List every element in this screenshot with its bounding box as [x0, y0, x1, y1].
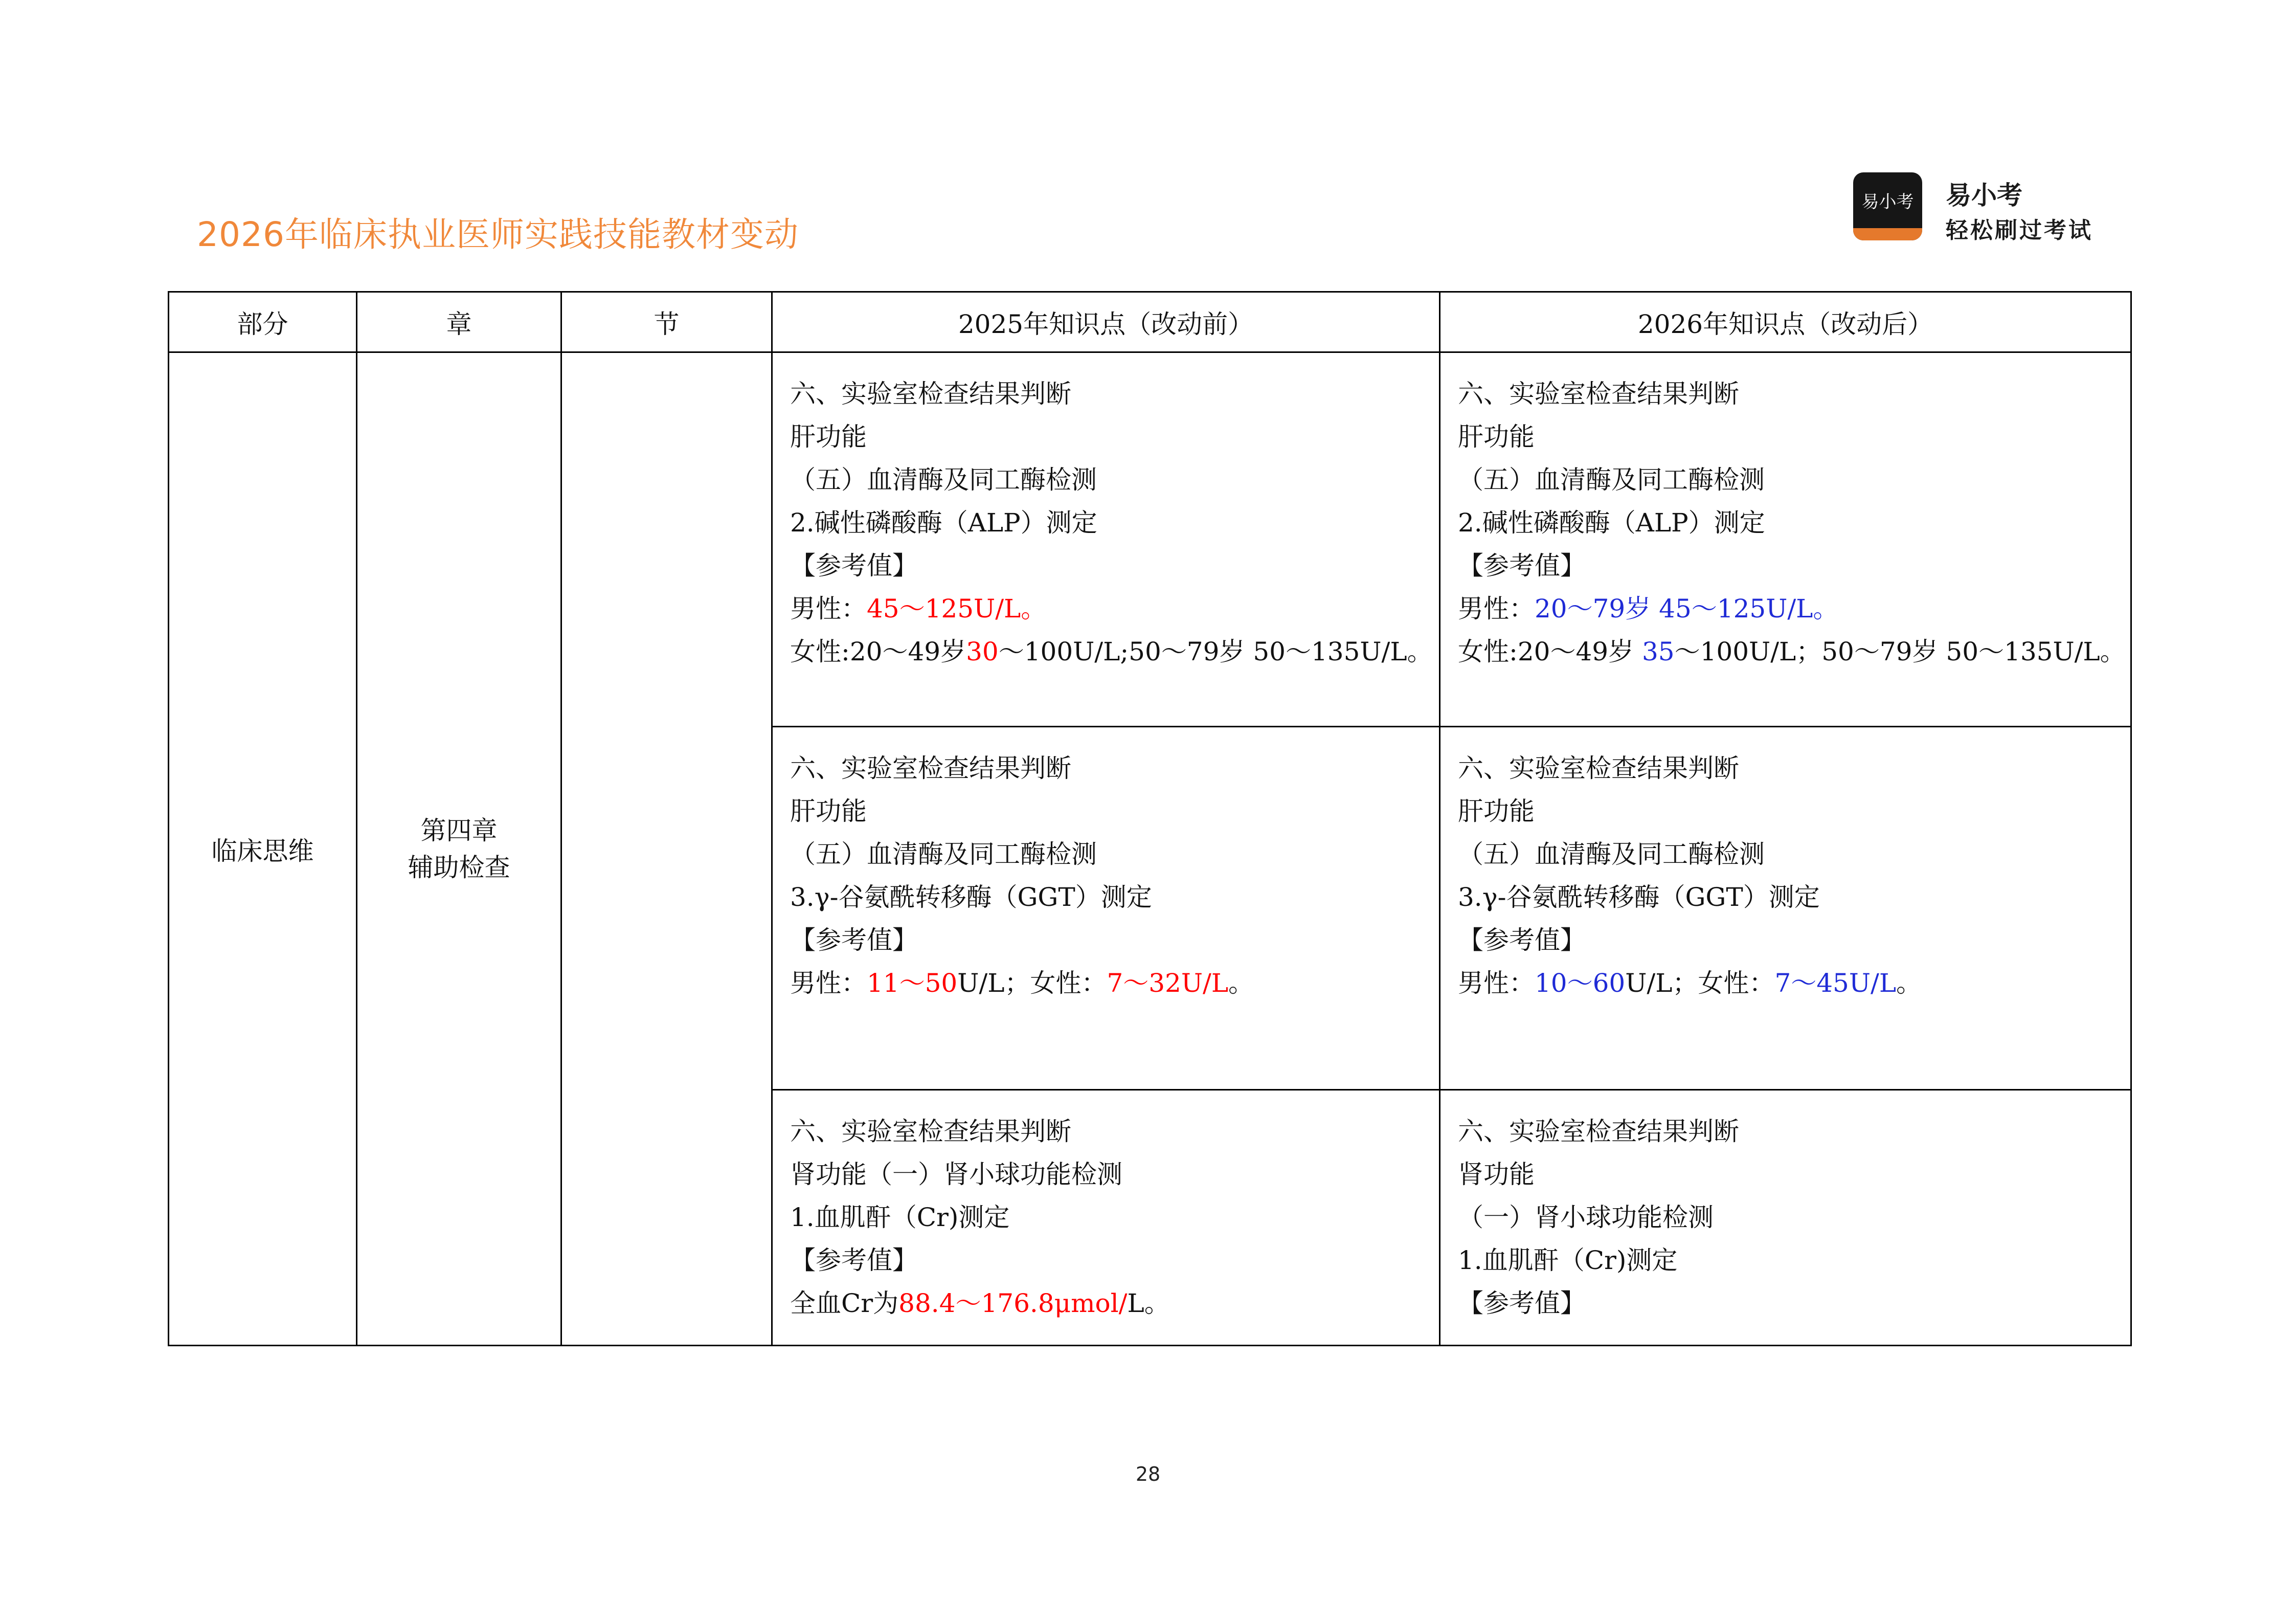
header-new: 2026年知识点（改动后）	[1440, 292, 2131, 352]
header-chapter: 章	[357, 292, 561, 352]
part-text: 临床思维	[211, 836, 314, 866]
new-line: （一）肾小球功能检测	[1458, 1203, 1714, 1232]
old-line: （五）血清酶及同工酶检测	[790, 839, 1097, 869]
changed-value: 11～50	[867, 968, 958, 998]
new-line: 2.碱性磷酸酶（ALP）测定	[1458, 508, 1765, 538]
old-line: 六、实验室检查结果判断	[790, 1117, 1071, 1146]
changed-value: 7～32U/L	[1107, 968, 1229, 998]
chapter-title: 辅助检查	[408, 852, 510, 882]
new-cell	[1440, 727, 2131, 1090]
new-line: 六、实验室检查结果判断	[1458, 1117, 1739, 1146]
old-line: 肝功能	[790, 422, 867, 452]
chapter-cell	[357, 352, 561, 1346]
new-line: （五）血清酶及同工酶检测	[1458, 465, 1765, 495]
new-line: 肝功能	[1458, 796, 1535, 826]
old-line: 全血Cr为88.4～176.8μmol/L。	[790, 1288, 1170, 1318]
header-old: 2025年知识点（改动前）	[772, 292, 1440, 352]
new-line: 肝功能	[1458, 422, 1535, 452]
old-line: 肝功能	[790, 796, 867, 826]
new-line: 男性：20～79岁 45～125U/L。	[1458, 594, 1839, 624]
page-number: 28	[1135, 1463, 1161, 1485]
header-section: 节	[561, 292, 772, 352]
old-line: 【参考值】	[790, 551, 918, 581]
old-line: 女性:20～49岁30～100U/L;50～79岁 50～135U/L。	[790, 637, 1433, 666]
old-line: 男性：45～125U/L。	[790, 594, 1047, 624]
new-line: 六、实验室检查结果判断	[1458, 379, 1739, 409]
new-line: 男性：10～60U/L；女性：7～45U/L。	[1458, 968, 1922, 998]
brand-logo-bar	[1853, 228, 1922, 240]
old-line: 2.碱性磷酸酶（ALP）测定	[790, 508, 1097, 538]
new-line: 【参考值】	[1458, 925, 1586, 955]
changed-value: 20～79岁 45～125U/L。	[1535, 594, 1839, 624]
brand-name: 易小考	[1946, 181, 2022, 210]
new-line: 3.γ-谷氨酰转移酶（GGT）测定	[1458, 882, 1820, 912]
changes-table	[168, 291, 2132, 1346]
old-line: 六、实验室检查结果判断	[790, 379, 1071, 409]
old-line: （五）血清酶及同工酶检测	[790, 465, 1097, 495]
new-line: 女性:20～49岁 35～100U/L；50～79岁 50～135U/L。	[1458, 637, 2126, 666]
old-line: 六、实验室检查结果判断	[790, 753, 1071, 783]
old-line: 【参考值】	[790, 925, 918, 955]
new-line: （五）血清酶及同工酶检测	[1458, 839, 1765, 869]
new-line: 【参考值】	[1458, 1288, 1586, 1318]
page-title: 2026年临床执业医师实践技能教材变动	[197, 215, 799, 254]
old-line: 肾功能（一）肾小球功能检测	[790, 1160, 1122, 1189]
old-cell	[772, 727, 1440, 1090]
changed-value: 45～125U/L。	[867, 594, 1047, 624]
changed-value: 10～60	[1535, 968, 1626, 998]
new-line: 1.血肌酐（Cr)测定	[1458, 1245, 1678, 1275]
chapter-number: 第四章	[420, 815, 498, 846]
changed-value: 30	[966, 637, 999, 666]
changed-value: 88.4～176.8μmol/	[898, 1288, 1128, 1318]
changed-value: 7～45U/L	[1774, 968, 1897, 998]
brand-logo	[1853, 172, 1922, 240]
new-line: 肾功能	[1458, 1160, 1535, 1189]
table-header-row	[169, 292, 2131, 352]
new-cell	[1440, 352, 2131, 727]
old-line: 3.γ-谷氨酰转移酶（GGT）测定	[790, 882, 1152, 912]
brand-logo-text: 易小考	[1861, 192, 1914, 212]
new-line: 【参考值】	[1458, 551, 1586, 581]
old-line: 男性：11～50U/L；女性：7～32U/L。	[790, 968, 1254, 998]
old-cell	[772, 1090, 1440, 1346]
old-cell	[772, 352, 1440, 727]
table-row	[169, 352, 2131, 727]
header-part: 部分	[169, 292, 357, 352]
new-cell	[1440, 1090, 2131, 1346]
changed-value: 35	[1642, 637, 1675, 666]
brand-slogan: 轻松刷过考试	[1946, 217, 2093, 243]
old-line: 【参考值】	[790, 1245, 918, 1275]
part-cell	[169, 352, 357, 1346]
new-line: 六、实验室检查结果判断	[1458, 753, 1739, 783]
old-line: 1.血肌酐（Cr)测定	[790, 1203, 1010, 1232]
section-cell	[561, 352, 772, 1346]
